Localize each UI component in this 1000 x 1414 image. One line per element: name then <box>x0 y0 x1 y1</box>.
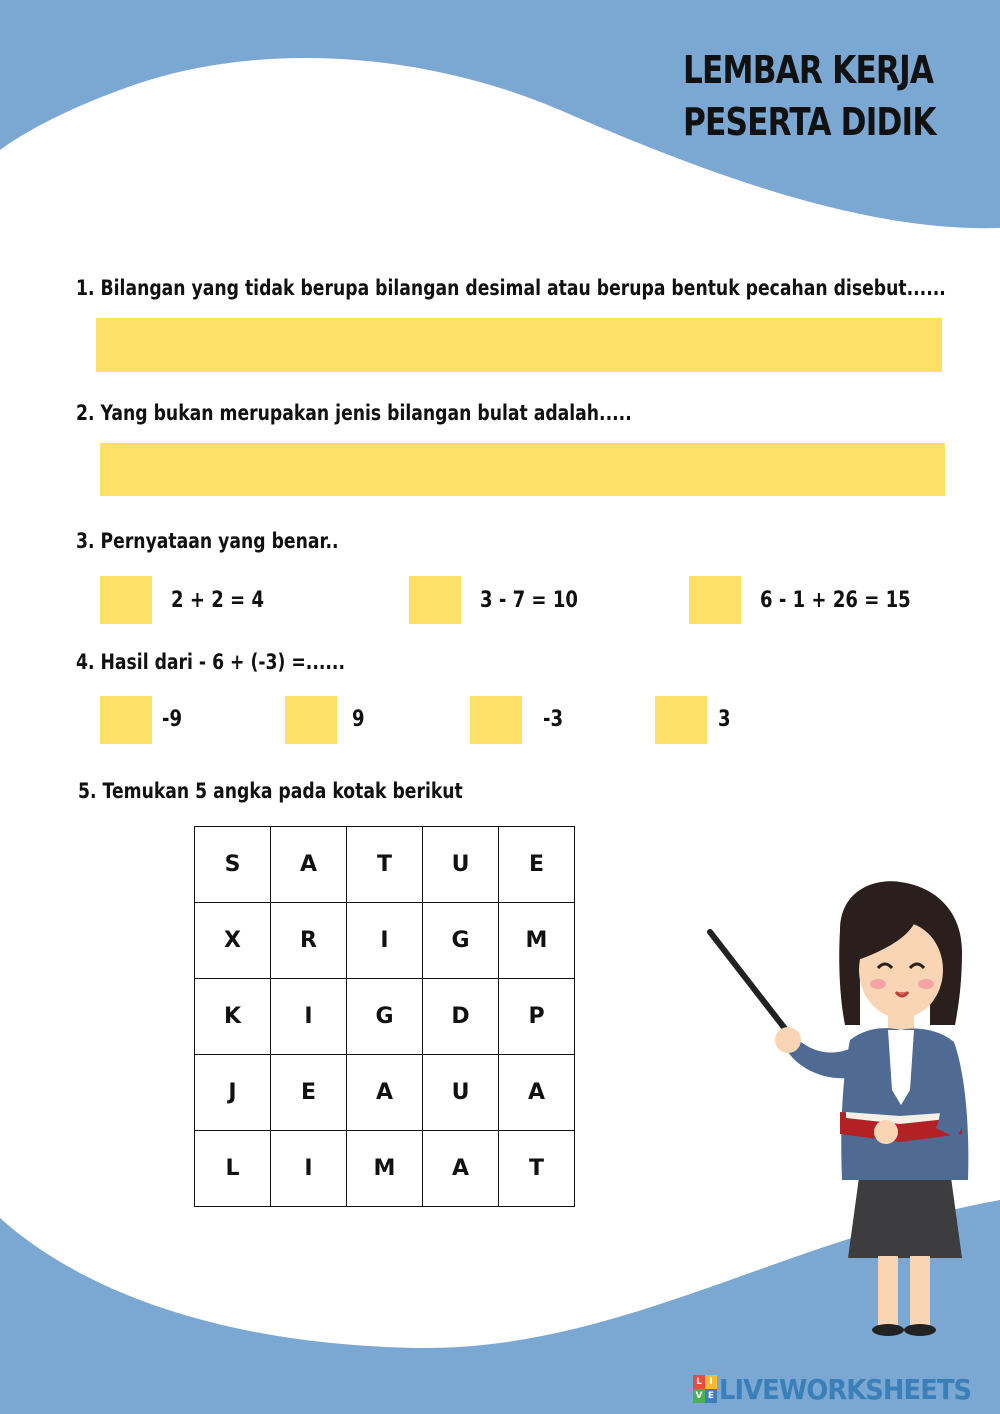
question-1-text: 1. Bilangan yang tidak berupa bilangan desimal atau berupa bentuk pecahan disebut...... <box>76 276 946 300</box>
pointer-stick <box>710 932 786 1030</box>
logo-letter: V <box>693 1389 705 1403</box>
grid-cell[interactable]: A <box>423 1131 499 1207</box>
grid-cell[interactable]: A <box>347 1055 423 1131</box>
question-4-choice-4-checkbox[interactable] <box>655 696 707 744</box>
page-title <box>683 44 983 148</box>
left-shoe <box>872 1324 904 1336</box>
left-cheek <box>870 979 886 989</box>
logo-letter: E <box>705 1389 717 1403</box>
grid-row <box>195 1131 575 1207</box>
grid-cell[interactable]: U <box>423 827 499 903</box>
left-leg <box>878 1256 898 1326</box>
right-leg <box>910 1256 930 1326</box>
grid-cell[interactable]: I <box>347 903 423 979</box>
grid-cell[interactable]: U <box>423 1055 499 1131</box>
grid-cell[interactable]: T <box>347 827 423 903</box>
question-4-choice-3-checkbox[interactable] <box>470 696 522 744</box>
question-4-choice-2-label: 9 <box>352 707 365 732</box>
question-4-choice-2-checkbox[interactable] <box>285 696 337 744</box>
grid-cell[interactable]: E <box>499 827 575 903</box>
book-hand <box>874 1120 898 1144</box>
grid-cell[interactable]: X <box>195 903 271 979</box>
raised-hand <box>775 1027 801 1053</box>
grid-cell[interactable]: M <box>499 903 575 979</box>
grid-cell[interactable]: S <box>195 827 271 903</box>
grid-cell[interactable]: M <box>347 1131 423 1207</box>
grid-cell[interactable]: D <box>423 979 499 1055</box>
question-3-choice-2-label: 3 - 7 = 10 <box>480 588 578 613</box>
grid-cell[interactable]: G <box>347 979 423 1055</box>
question-3-choice-3-checkbox[interactable] <box>689 576 741 624</box>
question-3-choice-1-label: 2 + 2 = 4 <box>171 588 265 613</box>
question-4-choice-3-label: -3 <box>543 707 564 732</box>
question-4-choice-1-checkbox[interactable] <box>100 696 152 744</box>
grid-row <box>195 827 575 903</box>
grid-cell[interactable]: A <box>271 827 347 903</box>
grid-cell[interactable]: L <box>195 1131 271 1207</box>
logo-letter: I <box>705 1375 717 1389</box>
grid-cell[interactable]: J <box>195 1055 271 1131</box>
liveworksheets-logo-icon <box>693 1375 717 1403</box>
grid-cell[interactable]: K <box>195 979 271 1055</box>
mouth <box>896 992 908 996</box>
question-3-choice-2-checkbox[interactable] <box>409 576 461 624</box>
question-3-text: 3. Pernyataan yang benar.. <box>76 529 339 553</box>
question-4-text: 4. Hasil dari - 6 + (-3) =...... <box>76 650 346 674</box>
right-cheek <box>918 979 934 989</box>
question-1-answer-field[interactable] <box>96 318 942 372</box>
skirt <box>848 1170 962 1258</box>
grid-cell[interactable]: I <box>271 1131 347 1207</box>
title-line-1: LEMBAR KERJA <box>683 48 934 92</box>
question-3-choice-1-checkbox[interactable] <box>100 576 152 624</box>
right-shoe <box>904 1324 936 1336</box>
brand-name: LIVEWORKSHEETS <box>719 1372 972 1406</box>
grid-cell[interactable]: R <box>271 903 347 979</box>
question-2-answer-field[interactable] <box>100 443 945 496</box>
grid-row <box>195 903 575 979</box>
question-4-choice-1-label: -9 <box>162 707 183 732</box>
grid-cell[interactable]: I <box>271 979 347 1055</box>
grid-cell[interactable]: T <box>499 1131 575 1207</box>
question-3-choice-3-label: 6 - 1 + 26 = 15 <box>760 588 911 613</box>
grid-cell[interactable]: A <box>499 1055 575 1131</box>
grid-cell[interactable]: E <box>271 1055 347 1131</box>
question-4-choice-4-label: 3 <box>718 707 731 732</box>
teacher-illustration <box>700 880 990 1340</box>
grid-cell[interactable]: G <box>423 903 499 979</box>
liveworksheets-brand[interactable] <box>693 1372 993 1406</box>
title-line-2: PESERTA DIDIK <box>683 100 936 144</box>
grid-row <box>195 1055 575 1131</box>
grid-row <box>195 979 575 1055</box>
question-5-text: 5. Temukan 5 angka pada kotak berikut <box>78 779 463 803</box>
logo-letter: L <box>693 1375 705 1389</box>
word-search-grid <box>194 826 575 1207</box>
grid-cell[interactable]: P <box>499 979 575 1055</box>
question-2-text: 2. Yang bukan merupakan jenis bilangan bulat adalah..... <box>76 401 632 425</box>
